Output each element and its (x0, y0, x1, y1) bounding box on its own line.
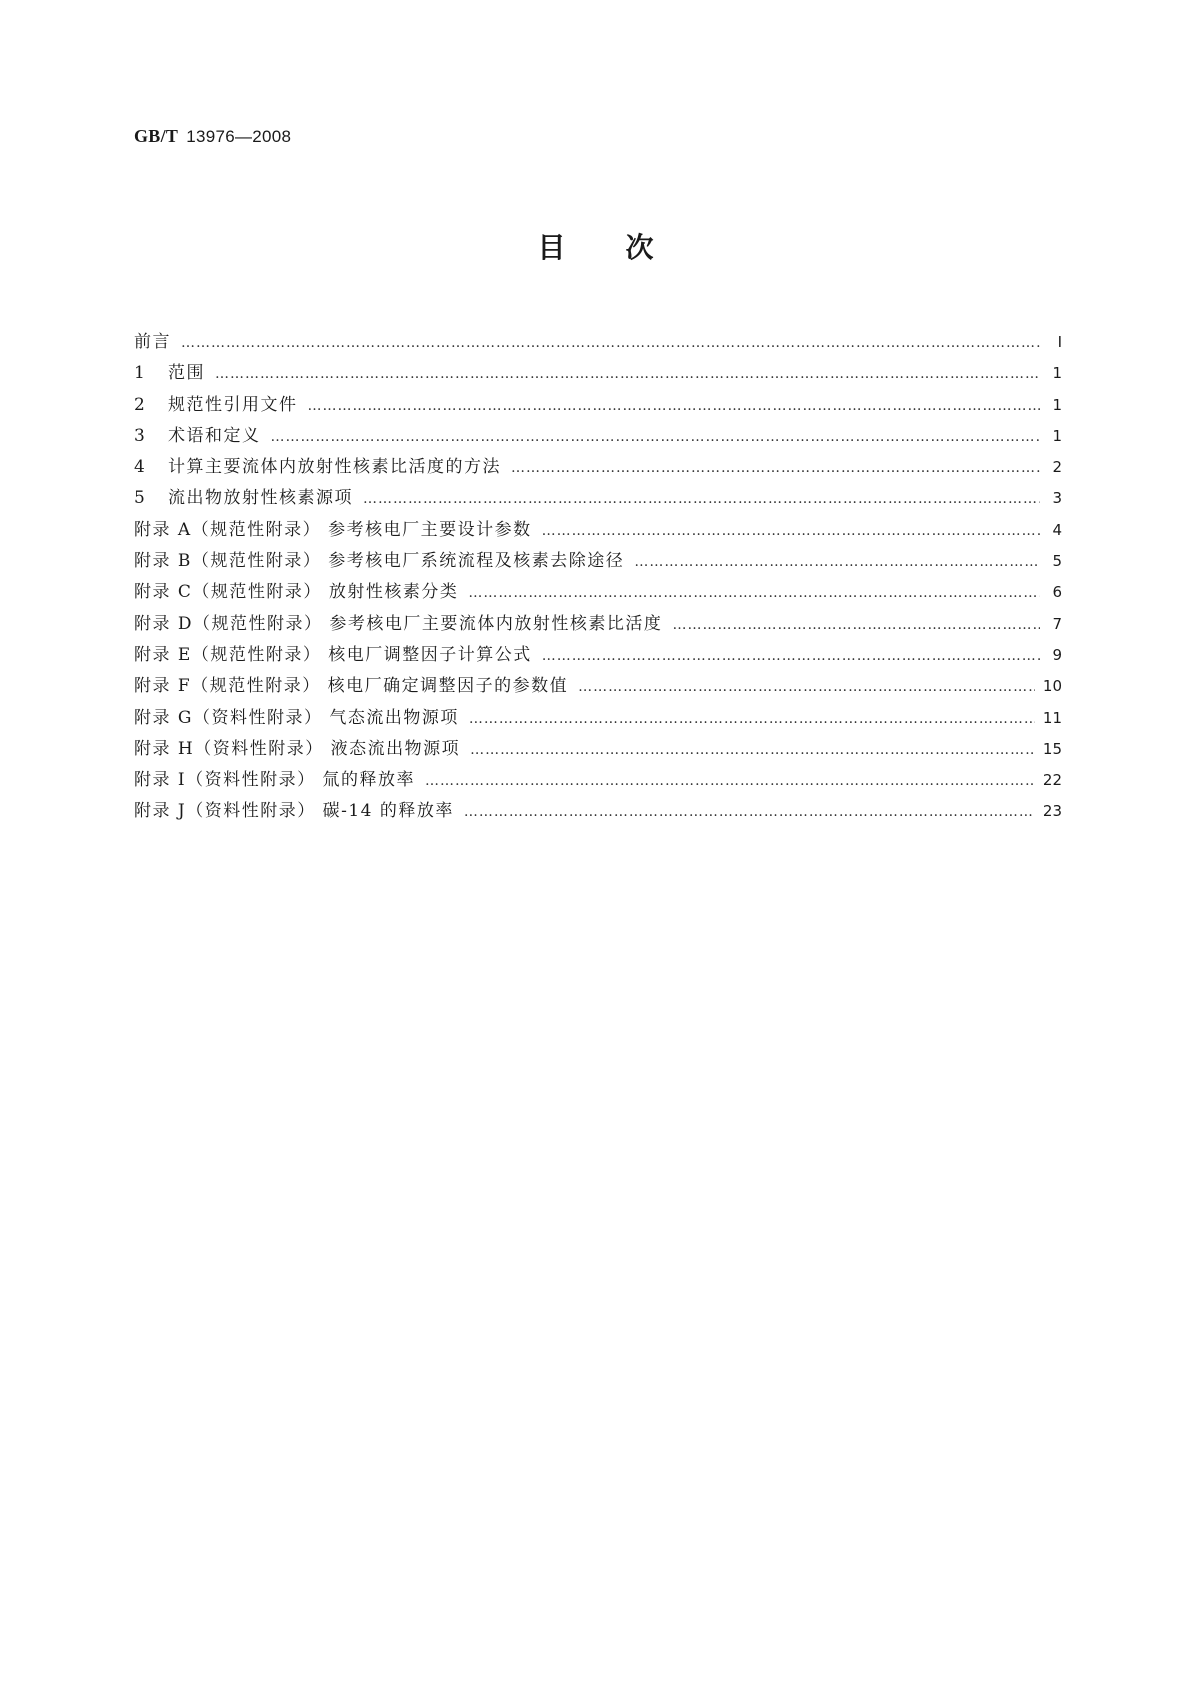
toc-label: 范围 (168, 363, 205, 384)
toc-label: 附录 G（资料性附录） 气态流出物源项 (134, 707, 459, 728)
toc-page-number: 7 (1052, 614, 1062, 633)
toc-leader-dots (271, 429, 1041, 445)
toc-leader-dots (215, 366, 1040, 382)
toc-label: 附录 E（规范性附录） 核电厂调整因子计算公式 (134, 644, 532, 665)
toc-leader-dots (181, 335, 1040, 351)
toc-label: 规范性引用文件 (168, 394, 298, 415)
toc-row-annex-h[interactable] (134, 734, 1062, 765)
toc-label: 附录 B（规范性附录） 参考核电厂系统流程及核素去除途径 (134, 551, 625, 572)
toc-label: 流出物放射性核素源项 (168, 488, 353, 509)
toc-leader-dots (468, 585, 1040, 601)
toc-page-number: Ⅰ (1057, 333, 1062, 351)
toc-row-annex-f[interactable] (134, 671, 1062, 702)
toc-page-number: 22 (1042, 771, 1062, 790)
toc-leader-dots (469, 711, 1035, 727)
toc-leader-dots (308, 398, 1041, 414)
toc-leader-dots (542, 523, 1040, 539)
toc-row-2[interactable] (134, 390, 1062, 421)
toc-row-annex-b[interactable] (134, 546, 1062, 577)
toc-section-number: 3 (134, 425, 147, 446)
toc-label: 附录 I（资料性附录） 氚的释放率 (134, 770, 416, 791)
toc-page-number: 15 (1042, 739, 1062, 758)
toc-leader-dots (470, 742, 1035, 758)
toc-page-number: 10 (1042, 677, 1062, 696)
toc-leader-dots (542, 648, 1040, 664)
toc-leader-dots (511, 460, 1040, 476)
toc-label: 附录 H（资料性附录） 液态流出物源项 (134, 738, 461, 759)
toc-leader-dots (672, 617, 1040, 633)
toc-row-annex-e[interactable] (134, 640, 1062, 671)
toc-row-foreword[interactable] (134, 327, 1062, 358)
toc-section-number: 2 (134, 394, 147, 415)
toc-page-number: 23 (1042, 802, 1062, 821)
toc-section-number: 1 (134, 363, 147, 384)
toc-page-number: 9 (1052, 645, 1062, 664)
toc-row-1[interactable] (134, 358, 1062, 389)
toc-leader-dots (634, 554, 1040, 570)
toc-row-annex-c[interactable] (134, 577, 1062, 608)
toc-row-4[interactable] (134, 452, 1062, 483)
toc-page-number: 11 (1042, 708, 1062, 727)
toc-leader-dots (363, 491, 1040, 507)
toc-page-number: 6 (1052, 583, 1062, 602)
toc-leader-dots (578, 679, 1035, 695)
toc-page-number: 4 (1052, 520, 1062, 539)
toc-section-number: 4 (134, 457, 147, 478)
toc-section-number: 5 (134, 488, 147, 509)
toc-page-number: 5 (1052, 552, 1062, 571)
toc-page-number: 1 (1052, 364, 1062, 383)
toc-page-number: 3 (1052, 489, 1062, 508)
toc-row-annex-j[interactable] (134, 796, 1062, 827)
toc-label: 前言 (134, 332, 171, 352)
toc-label: 附录 J（资料性附录） 碳-14 的释放率 (134, 801, 454, 822)
standard-number: 13976—2008 (186, 127, 292, 146)
toc-label: 计算主要流体内放射性核素比活度的方法 (168, 457, 501, 478)
toc-leader-dots (425, 773, 1035, 789)
standard-prefix: GB/T (134, 126, 179, 146)
toc-label: 附录 A（规范性附录） 参考核电厂主要设计参数 (134, 519, 532, 540)
toc-page-number: 2 (1052, 458, 1062, 477)
toc-row-annex-i[interactable] (134, 765, 1062, 796)
toc-page-number: 1 (1052, 395, 1062, 414)
toc-label: 附录 D（规范性附录） 参考核电厂主要流体内放射性核素比活度 (134, 613, 663, 634)
toc-page-number: 1 (1052, 426, 1062, 445)
toc-row-3[interactable] (134, 421, 1062, 452)
toc-row-annex-d[interactable] (134, 609, 1062, 640)
page-title: 目次 (537, 231, 714, 264)
toc-row-annex-g[interactable] (134, 703, 1062, 734)
toc-leader-dots (464, 804, 1035, 820)
toc-label: 附录 F（规范性附录） 核电厂确定调整因子的参数值 (134, 676, 569, 697)
toc-label: 术语和定义 (168, 425, 261, 446)
toc-label: 附录 C（规范性附录） 放射性核素分类 (134, 582, 459, 603)
toc-row-annex-a[interactable] (134, 515, 1062, 546)
table-of-contents (134, 327, 1062, 828)
standard-code (134, 126, 291, 147)
toc-row-5[interactable] (134, 483, 1062, 514)
